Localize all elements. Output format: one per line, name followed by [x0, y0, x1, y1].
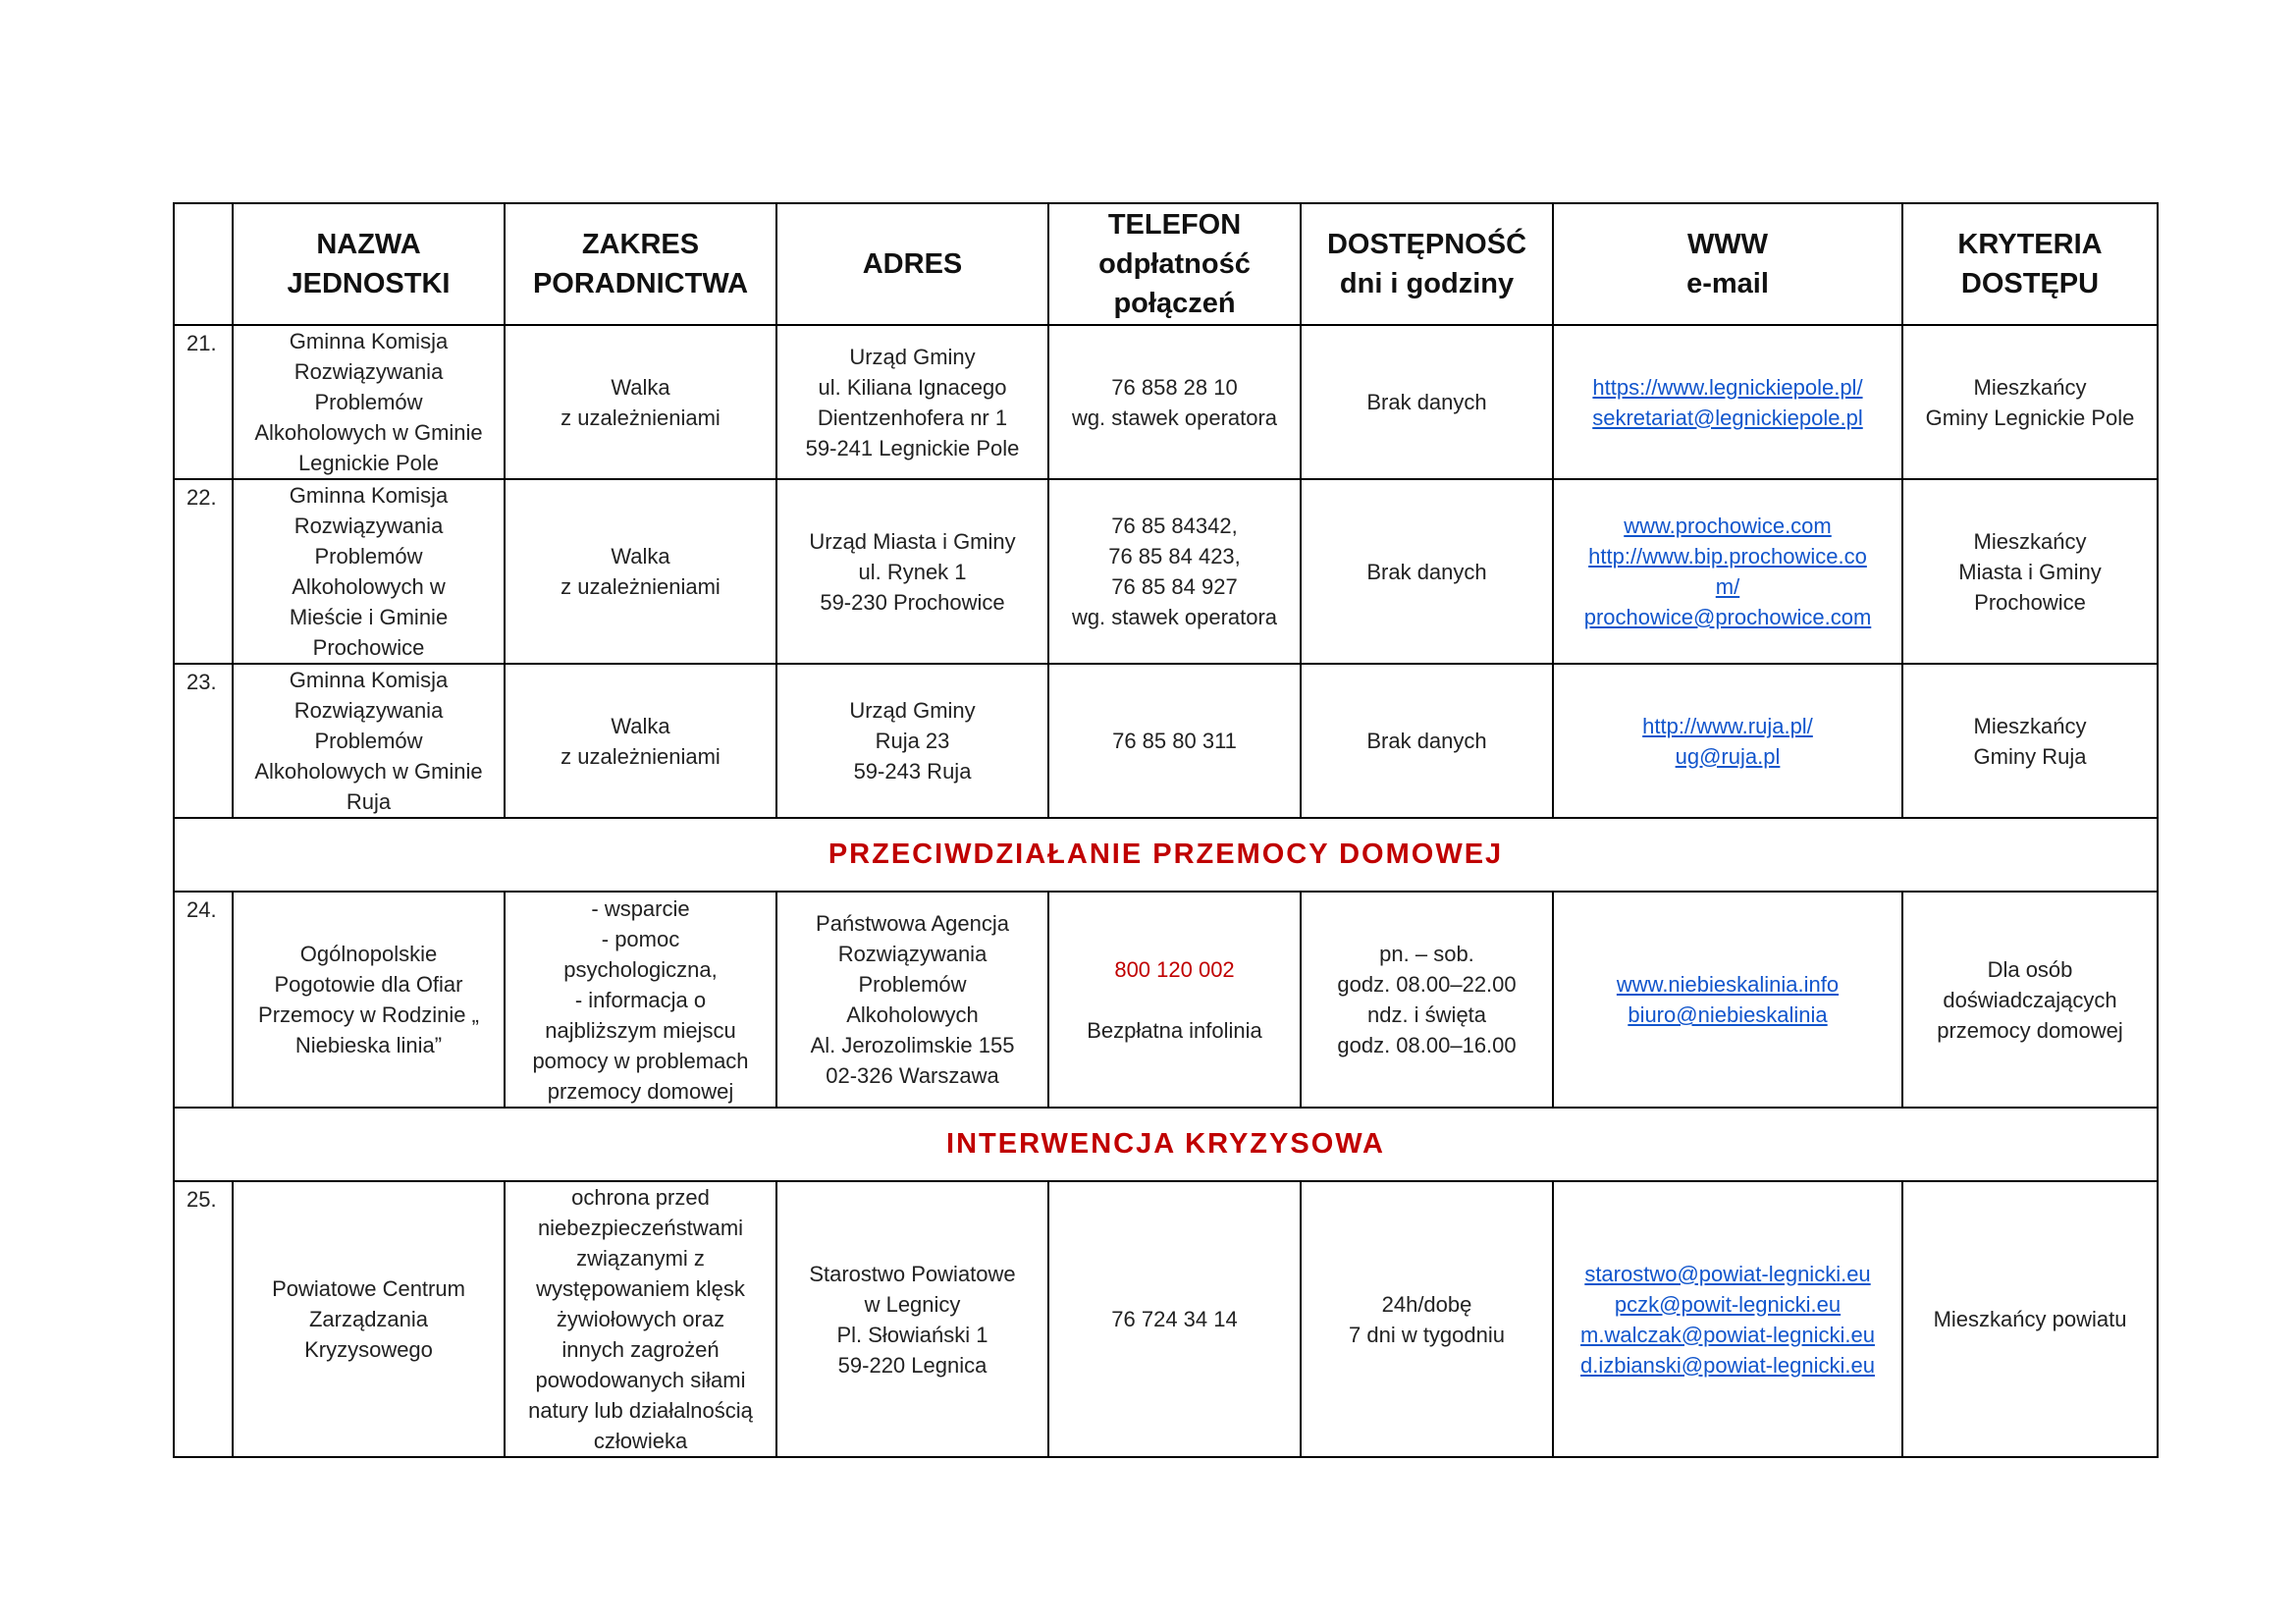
email-link[interactable]: ug@ruja.pl [1675, 743, 1781, 769]
row-number: 21. [174, 325, 233, 479]
unit-name: Ogólnopolskie Pogotowie dla Ofiar Przemocy w Rodzinie „ Niebieska linia” [233, 892, 505, 1108]
availability: Brak danych [1301, 479, 1553, 664]
phone [1048, 892, 1301, 1108]
counseling-scope: Walka z uzależnieniami [505, 479, 776, 664]
header-phone: TELEFON odpłatność połączeń [1048, 203, 1301, 325]
helpline-number: 800 120 002 [1114, 956, 1235, 982]
email-link[interactable]: pczk@powit-legnicki.eu [1614, 1291, 1842, 1317]
availability: Brak danych [1301, 325, 1553, 479]
email-link[interactable]: d.izbianski@powiat-legnicki.eu [1580, 1352, 1875, 1378]
email-link[interactable]: m.walczak@powiat-legnicki.eu [1580, 1322, 1875, 1347]
access-criteria: Mieszkańcy powiatu [1902, 1181, 2158, 1457]
unit-name: Powiatowe Centrum Zarządzania Kryzysowego [233, 1181, 505, 1457]
bip-link-continued[interactable]: m/ [1715, 574, 1740, 599]
section-row [174, 818, 2158, 892]
www-email [1553, 1181, 1902, 1457]
address: Urząd Miasta i Gminy ul. Rynek 1 59-230 Prochowice [776, 479, 1048, 664]
row-number: 23. [174, 664, 233, 818]
phone: 76 85 84342, 76 85 84 423, 76 85 84 927 wg. stawek operatora [1048, 479, 1301, 664]
unit-name: Gminna Komisja Rozwiązywania Problemów Alkoholowych w Gminie Ruja [233, 664, 505, 818]
header-criteria: KRYTERIA DOSTĘPU [1902, 203, 2158, 325]
table-row [174, 892, 2158, 1108]
address: Państwowa Agencja Rozwiązywania Problemów Alkoholowych Al. Jerozolimskie 155 02-326 Warszawa [776, 892, 1048, 1108]
www-email [1553, 325, 1902, 479]
access-criteria: Dla osób doświadczających przemocy domowej [1902, 892, 2158, 1108]
address: Urząd Gminy ul. Kiliana Ignacego Dientzenhofera nr 1 59-241 Legnickie Pole [776, 325, 1048, 479]
row-number: 25. [174, 1181, 233, 1457]
header-www: WWW e-mail [1553, 203, 1902, 325]
section-row [174, 1108, 2158, 1181]
access-criteria: Mieszkańcy Gminy Ruja [1902, 664, 2158, 818]
bip-link[interactable]: http://www.bip.prochowice.co [1588, 544, 1867, 568]
phone: 76 858 28 10 wg. stawek operatora [1048, 325, 1301, 479]
www-email [1553, 479, 1902, 664]
counseling-scope: - wsparcie - pomoc psychologiczna, - informacja o najbliższym miejscu pomocy w problemach przemocy domowej [505, 892, 776, 1108]
section-heading-crisis: INTERWENCJA KRYZYSOWA [174, 1108, 2158, 1181]
counseling-scope: Walka z uzależnieniami [505, 325, 776, 479]
website-link[interactable]: https://www.legnickiepole.pl/ [1592, 374, 1863, 400]
header-number [174, 203, 233, 325]
availability: Brak danych [1301, 664, 1553, 818]
table-row [174, 479, 2158, 664]
table-row [174, 325, 2158, 479]
www-email [1553, 892, 1902, 1108]
availability: 24h/dobę 7 dni w tygodniu [1301, 1181, 1553, 1457]
row-number: 22. [174, 479, 233, 664]
email-link[interactable]: biuro@niebieskalinia [1628, 1002, 1828, 1027]
header-name: NAZWA JEDNOSTKI [233, 203, 505, 325]
header-scope: ZAKRES PORADNICTWA [505, 203, 776, 325]
www-email [1553, 664, 1902, 818]
counseling-scope: Walka z uzależnieniami [505, 664, 776, 818]
availability: pn. – sob. godz. 08.00–22.00 ndz. i święta godz. 08.00–16.00 [1301, 892, 1553, 1108]
unit-name: Gminna Komisja Rozwiązywania Problemów Alkoholowych w Mieście i Gminie Prochowice [233, 479, 505, 664]
website-link[interactable]: http://www.ruja.pl/ [1642, 713, 1813, 738]
header-row [174, 203, 2158, 325]
counseling-scope: ochrona przed niebezpieczeństwami związanymi z występowaniem klęsk żywiołowych oraz innych zagrożeń powodowanych siłami natury lub działalnością człowieka [505, 1181, 776, 1457]
phone: 76 724 34 14 [1048, 1181, 1301, 1457]
access-criteria: Mieszkańcy Miasta i Gminy Prochowice [1902, 479, 2158, 664]
header-availability: DOSTĘPNOŚĆ dni i godziny [1301, 203, 1553, 325]
helpline-note: Bezpłatna infolinia [1087, 1017, 1262, 1043]
table-row [174, 1181, 2158, 1457]
address: Starostwo Powiatowe w Legnicy Pl. Słowiański 1 59-220 Legnica [776, 1181, 1048, 1457]
access-criteria: Mieszkańcy Gminy Legnickie Pole [1902, 325, 2158, 479]
table-row [174, 664, 2158, 818]
email-link[interactable]: starostwo@powiat-legnicki.eu [1584, 1261, 1871, 1286]
section-heading-violence: PRZECIWDZIAŁANIE PRZEMOCY DOMOWEJ [174, 818, 2158, 892]
contact-table [173, 202, 2159, 1458]
website-link[interactable]: www.niebieskalinia.info [1616, 972, 1840, 997]
phone: 76 85 80 311 [1048, 664, 1301, 818]
email-link[interactable]: prochowice@prochowice.com [1583, 605, 1872, 629]
row-number: 24. [174, 892, 233, 1108]
address: Urząd Gminy Ruja 23 59-243 Ruja [776, 664, 1048, 818]
email-link[interactable]: sekretariat@legnickiepole.pl [1592, 405, 1863, 430]
unit-name: Gminna Komisja Rozwiązywania Problemów Alkoholowych w Gminie Legnickie Pole [233, 325, 505, 479]
website-link[interactable]: www.prochowice.com [1624, 514, 1832, 538]
header-address: ADRES [776, 203, 1048, 325]
